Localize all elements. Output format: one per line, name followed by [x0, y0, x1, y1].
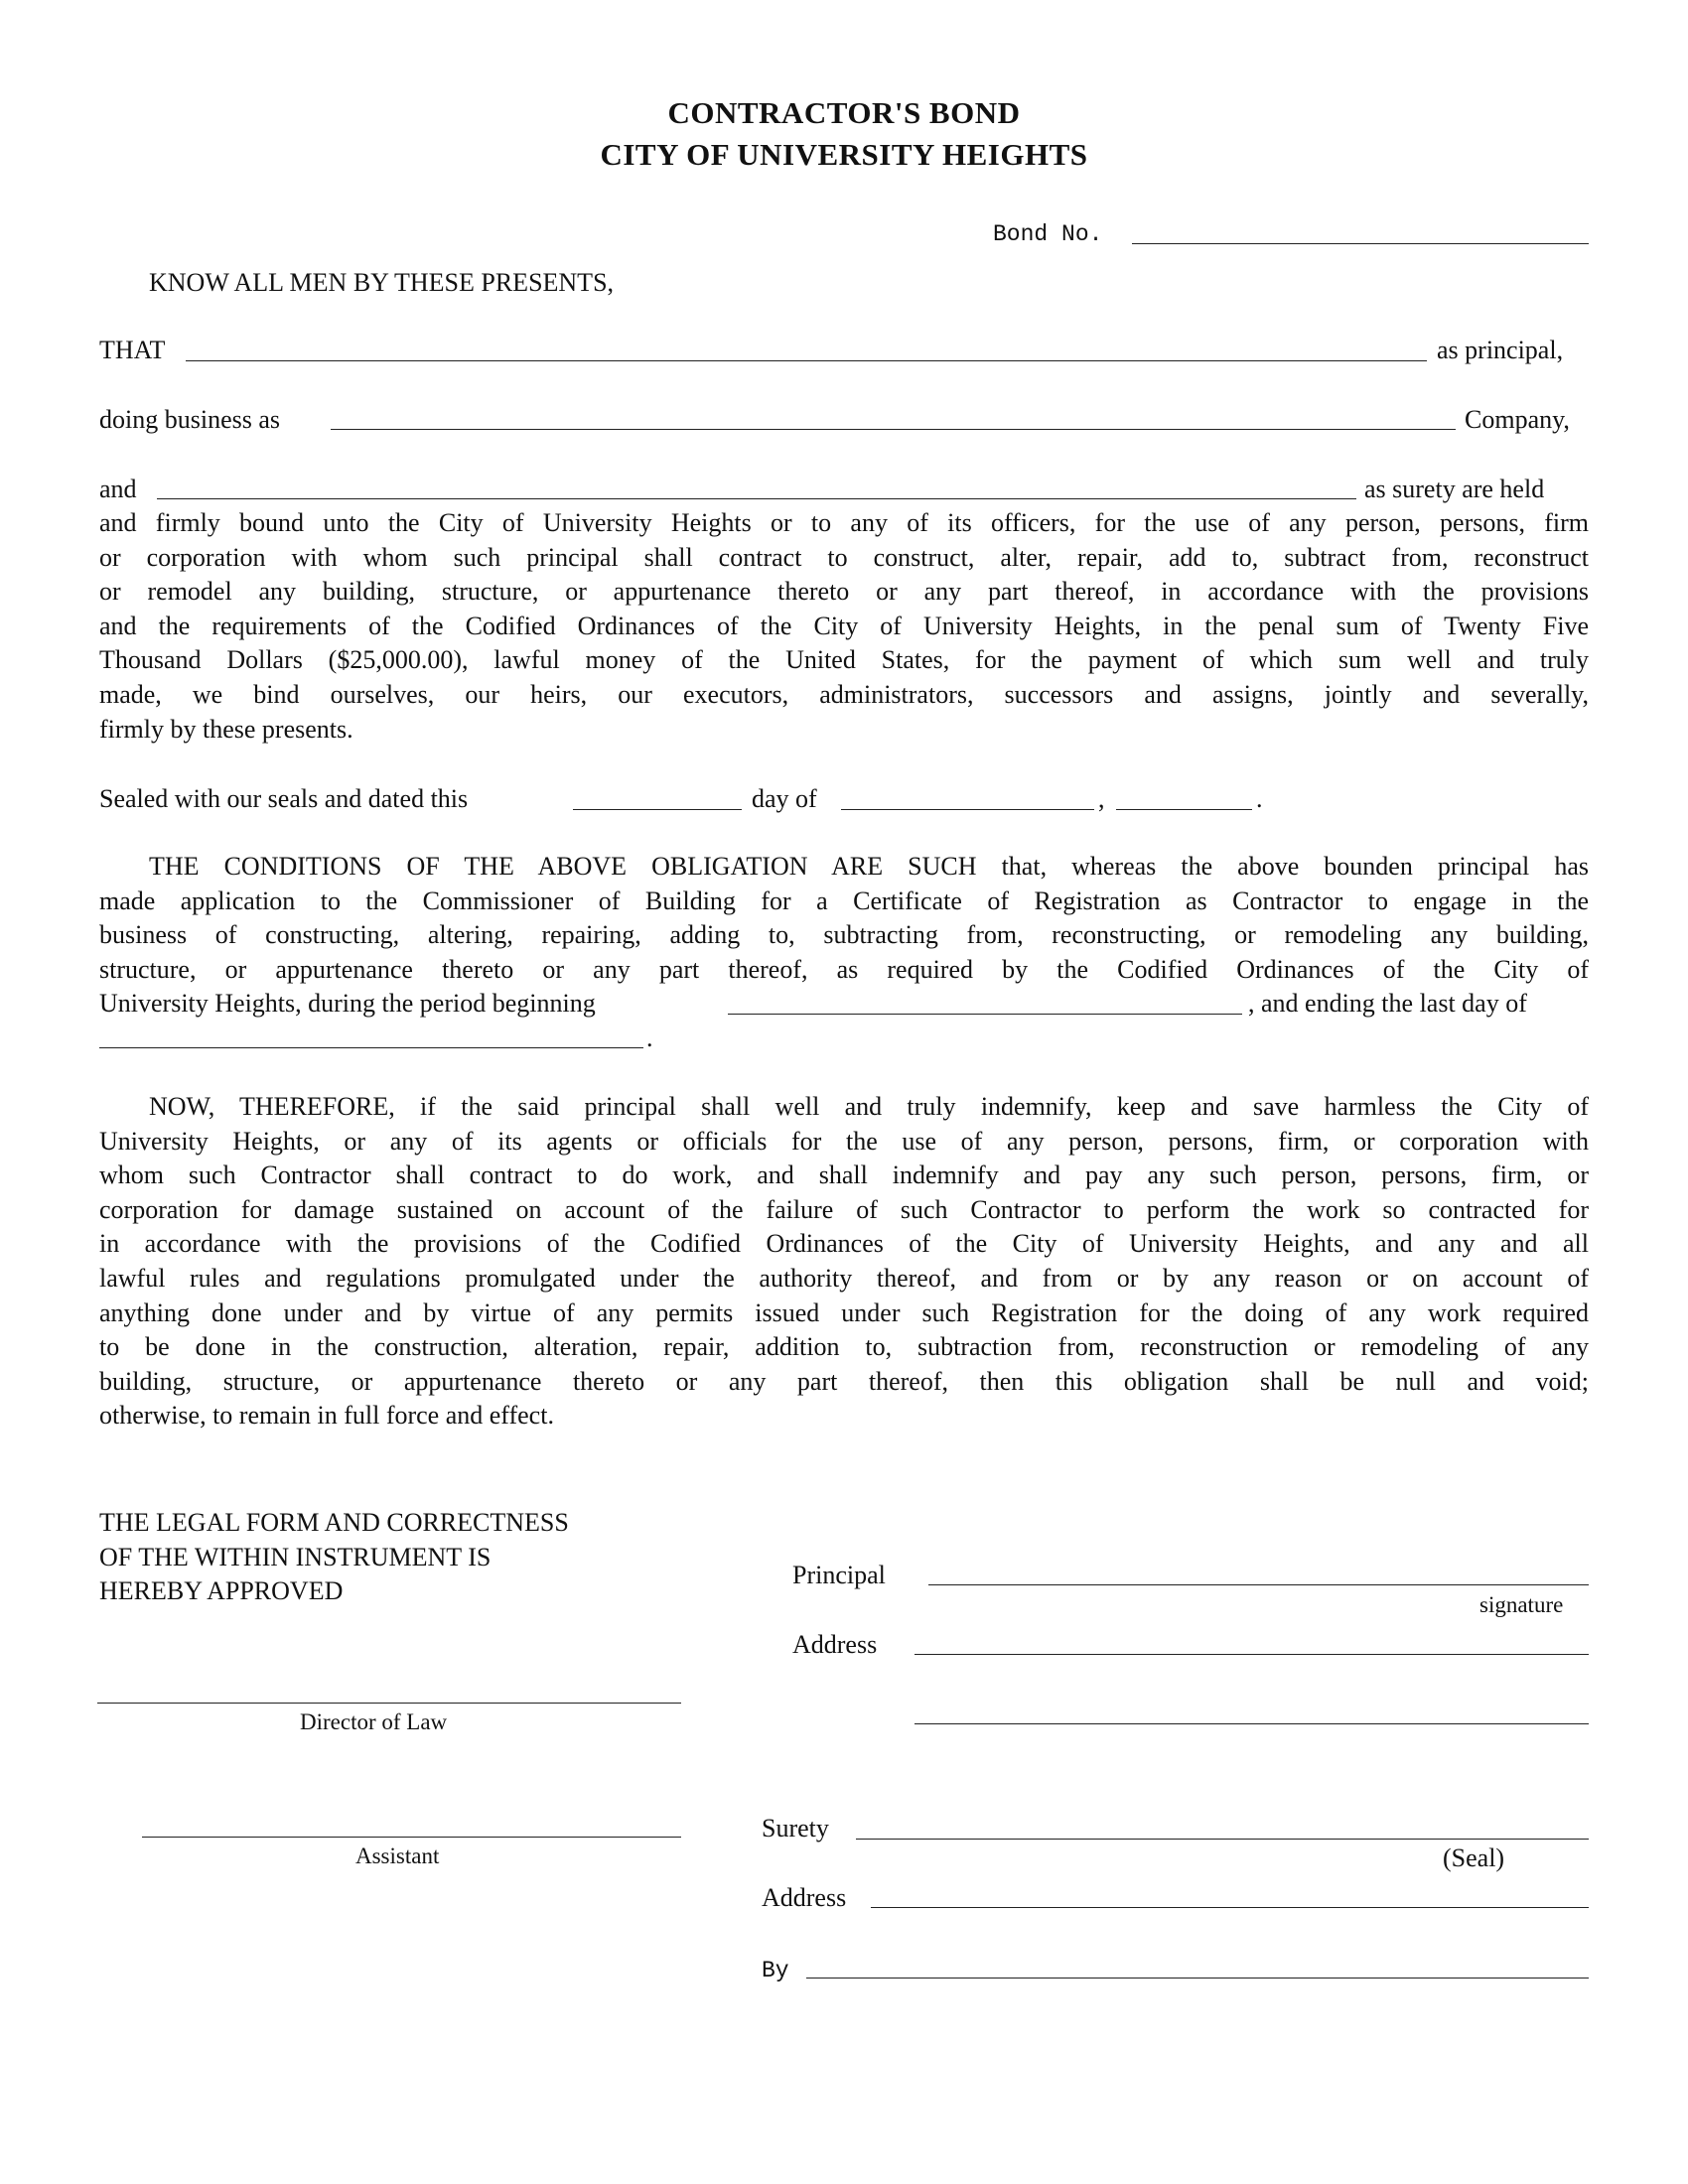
bond-body-paragraph: [99, 506, 1589, 747]
doing-business-field[interactable]: [331, 429, 1456, 430]
by-signature-field[interactable]: [806, 1978, 1589, 1979]
period-ending-field[interactable]: [99, 1047, 643, 1048]
seal-year-field[interactable]: [1116, 809, 1252, 810]
company-label: Company,: [1465, 405, 1570, 434]
know-all-men: KNOW ALL MEN BY THESE PRESENTS,: [149, 268, 615, 297]
now-line-last: otherwise, to remain in full force and effect.: [99, 1401, 554, 1431]
form-title: CONTRACTOR'S BOND: [667, 95, 1021, 130]
conditions-line: business of constructing, altering, repairing, adding to, subtracting from, reconstructing, or remodeling any building,: [99, 920, 1589, 950]
now-line: lawful rules and regulations promulgated under the authority thereof, and from or by any reason or on account of: [99, 1263, 1589, 1293]
conditions-line: made application to the Commissioner of Building for a Certificate of Registration as Contractor to engage in the: [99, 886, 1589, 915]
director-of-law-signature-field[interactable]: [97, 1703, 681, 1704]
now-therefore-paragraph: [99, 1090, 1589, 1433]
and-label: and: [99, 475, 137, 503]
now-line: NOW, THEREFORE, if the said principal shall well and truly indemnify, keep and save harmless the City of: [149, 1092, 1589, 1121]
conditions-line: structure, or appurtenance thereto or any part thereof, as required by the Codified Ordinances of the City of: [99, 954, 1589, 984]
conditions-paragraph: [99, 850, 1589, 987]
bond-no-label: Bond No.: [993, 221, 1103, 247]
conditions-line: THE CONDITIONS OF THE ABOVE OBLIGATION ARE SUCH that, whereas the above bounden principal has: [149, 852, 1589, 881]
principal-address-field-2[interactable]: [914, 1723, 1589, 1724]
now-line: anything done under and by virtue of any permits issued under such Registration for the doing of any work required: [99, 1297, 1589, 1327]
surety-address-label: Address: [762, 1883, 847, 1912]
body-line-last: firmly by these presents.: [99, 714, 353, 744]
now-line: corporation for damage sustained on account of the failure of such Contractor to perform the work so contracted for: [99, 1194, 1589, 1224]
signature-caption: signature: [1479, 1592, 1564, 1617]
period-beginning-field[interactable]: [728, 1014, 1242, 1015]
surety-label: Surety: [762, 1814, 829, 1843]
by-label: By: [762, 1958, 789, 1983]
date-comma: ,: [1098, 784, 1105, 813]
body-line: made, we bind ourselves, our heirs, our executors, administrators, successors and assigns, jointly and severally,: [99, 679, 1589, 709]
seal-label: (Seal): [1443, 1843, 1505, 1872]
now-line: building, structure, or appurtenance thereto or any part thereof, then this obligation shall be null and void;: [99, 1366, 1589, 1396]
day-of-label: day of: [752, 784, 817, 813]
principal-name-field[interactable]: [186, 360, 1427, 361]
form-subtitle: CITY OF UNIVERSITY HEIGHTS: [600, 137, 1088, 172]
seal-month-field[interactable]: [841, 809, 1094, 810]
body-line: or corporation with whom such principal shall contract to construct, alter, repair, add to, subtract from, reconstruct: [99, 542, 1589, 572]
period-ending-period: .: [646, 1024, 653, 1052]
assistant-label: Assistant: [355, 1843, 440, 1868]
now-line: to be done in the construction, alteration, repair, addition to, subtraction from, reconstruction or remodeling of any: [99, 1332, 1589, 1362]
principal-label: Principal: [792, 1561, 886, 1589]
principal-signature-field[interactable]: [928, 1584, 1589, 1585]
body-line: and firmly bound unto the City of University Heights or to any of its officers, for the use of any person, persons, firm: [99, 508, 1589, 537]
now-line: in accordance with the provisions of the Codified Ordinances of the City of University Heights, and any and all: [99, 1229, 1589, 1259]
assistant-signature-field[interactable]: [142, 1837, 681, 1838]
seal-day-field[interactable]: [573, 809, 742, 810]
that-label: THAT: [99, 336, 166, 364]
approval-line: OF THE WITHIN INSTRUMENT IS: [99, 1543, 492, 1571]
period-beginning-label: University Heights, during the period beginning: [99, 989, 596, 1018]
now-line: University Heights, or any of its agents or officials for the use of any person, persons, firm, or corporation with: [99, 1126, 1589, 1156]
approval-line: HEREBY APPROVED: [99, 1576, 344, 1605]
now-line: whom such Contractor shall contract to do work, and shall indemnify and pay any such person, persons, firm, or: [99, 1160, 1589, 1190]
principal-address-field-1[interactable]: [914, 1654, 1589, 1655]
principal-address-label: Address: [792, 1630, 878, 1659]
bond-no-field[interactable]: [1132, 243, 1589, 244]
sealed-label: Sealed with our seals and dated this: [99, 784, 469, 813]
as-principal-label: as principal,: [1437, 336, 1564, 364]
surety-address-field[interactable]: [871, 1907, 1589, 1908]
surety-signature-field[interactable]: [856, 1839, 1589, 1840]
doing-business-label: doing business as: [99, 405, 280, 434]
period-ending-label: , and ending the last day of: [1248, 989, 1527, 1018]
body-line: or remodel any building, structure, or appurtenance thereto or any part thereof, in accordance with the provisions: [99, 577, 1589, 607]
as-surety-label: as surety are held: [1364, 475, 1545, 503]
body-line: and the requirements of the Codified Ordinances of the City of University Heights, in the penal sum of Twenty Five: [99, 611, 1589, 640]
body-line: Thousand Dollars ($25,000.00), lawful money of the United States, for the payment of which sum well and truly: [99, 645, 1589, 675]
surety-name-field[interactable]: [157, 498, 1356, 499]
director-of-law-label: Director of Law: [300, 1709, 448, 1734]
date-period: .: [1256, 784, 1263, 813]
approval-line: THE LEGAL FORM AND CORRECTNESS: [99, 1508, 569, 1537]
